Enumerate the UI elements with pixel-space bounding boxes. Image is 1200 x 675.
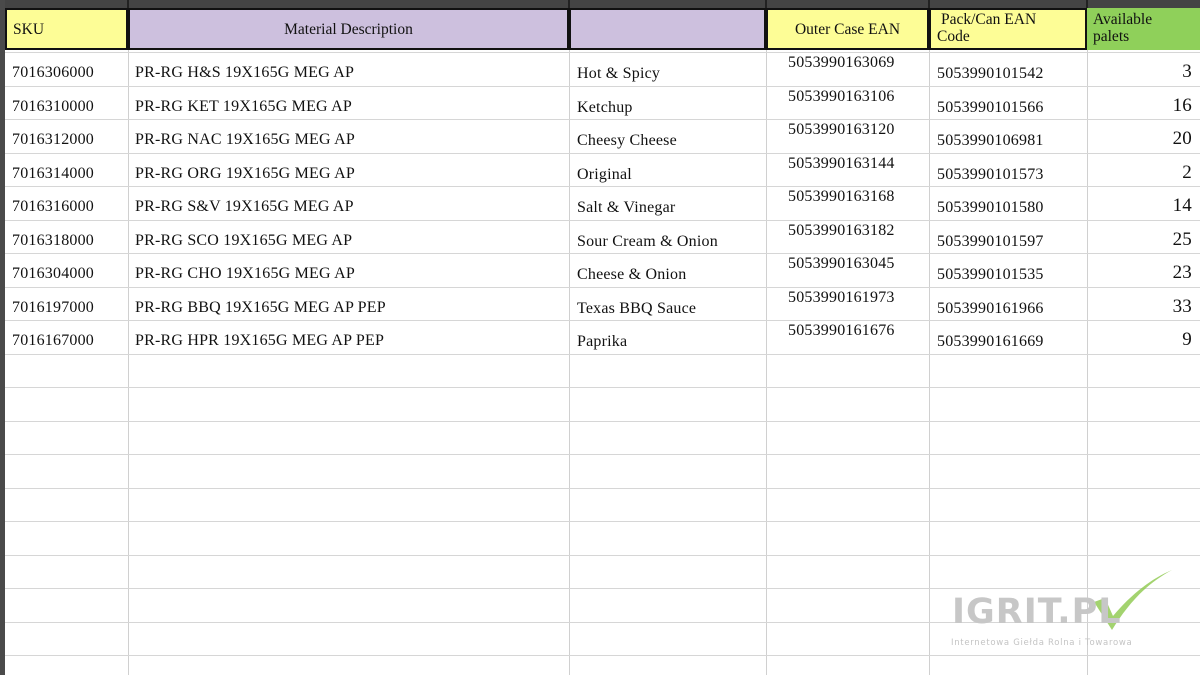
outer-case-ean-cell[interactable]: 5053990163182 — [788, 221, 895, 239]
pack-can-ean-cell[interactable]: 5053990101573 — [937, 165, 1044, 183]
watermark-name: IGRIT.PL — [952, 592, 1122, 632]
available-palets-cell[interactable]: 20 — [1172, 128, 1192, 149]
sku-cell[interactable]: 7016304000 — [12, 265, 94, 282]
pack-can-ean-cell[interactable]: 5053990161966 — [937, 299, 1044, 317]
available-palets-cell[interactable]: 23 — [1172, 262, 1192, 283]
grid-row-line — [5, 354, 1200, 355]
material-description-cell[interactable]: PR-RG NAC 19X165G MEG AP — [135, 131, 355, 148]
sku-cell[interactable]: 7016318000 — [12, 231, 94, 249]
sku-cell[interactable]: 7016314000 — [12, 164, 94, 182]
material-description-cell[interactable]: PR-RG S&V 19X165G MEG AP — [135, 198, 354, 215]
header-flavour[interactable] — [569, 8, 766, 50]
grid-row-line — [5, 454, 1200, 455]
outer-case-ean-cell[interactable]: 5053990163045 — [788, 255, 895, 272]
header-material-description[interactable] — [128, 8, 569, 50]
header-material-description-label: Material Description — [284, 20, 413, 38]
material-description-cell[interactable]: PR-RG SCO 19X165G MEG AP — [135, 231, 353, 249]
outer-case-ean-cell[interactable]: 5053990161676 — [788, 322, 895, 339]
table-row[interactable] — [0, 186, 1200, 219]
material-description-cell[interactable]: PR-RG HPR 19X165G MEG AP PEP — [135, 332, 385, 349]
table-row[interactable] — [0, 320, 1200, 353]
sku-cell[interactable]: 7016312000 — [12, 131, 94, 148]
header-pack-can-ean[interactable] — [929, 8, 1087, 50]
table-row[interactable] — [0, 119, 1200, 152]
material-description-cell[interactable]: PR-RG CHO 19X165G MEG AP — [135, 265, 355, 282]
available-palets-cell[interactable]: 33 — [1172, 295, 1192, 317]
outer-case-ean-cell[interactable]: 5053990163120 — [788, 121, 895, 138]
flavour-cell[interactable]: Texas BBQ Sauce — [577, 299, 697, 317]
flavour-cell[interactable]: Cheese & Onion — [577, 266, 687, 283]
material-description-cell[interactable]: PR-RG H&S 19X165G MEG AP — [135, 64, 355, 81]
material-description-cell[interactable]: PR-RG ORG 19X165G MEG AP — [135, 164, 355, 182]
available-palets-cell[interactable]: 16 — [1172, 94, 1192, 116]
flavour-cell[interactable]: Paprika — [577, 333, 628, 350]
pack-can-ean-cell[interactable]: 5053990101542 — [937, 65, 1044, 82]
header-outer-case-ean[interactable] — [766, 8, 929, 50]
grid-row-line — [5, 421, 1200, 422]
pack-can-ean-cell[interactable]: 5053990101580 — [937, 199, 1044, 216]
pack-can-ean-cell[interactable]: 5053990106981 — [937, 132, 1044, 149]
grid-row-line — [5, 521, 1200, 522]
sku-cell[interactable]: 7016306000 — [12, 64, 94, 81]
header-available-label-line1: Available — [1093, 11, 1153, 28]
table-row[interactable] — [0, 52, 1200, 85]
table-row[interactable] — [0, 153, 1200, 186]
flavour-cell[interactable]: Ketchup — [577, 98, 633, 116]
outer-case-ean-cell[interactable]: 5053990163106 — [788, 87, 895, 105]
header-outer-case-ean-label: Outer Case EAN — [794, 20, 901, 38]
available-palets-cell[interactable]: 25 — [1172, 228, 1192, 250]
available-palets-cell[interactable]: 9 — [1182, 329, 1192, 350]
table-row[interactable] — [0, 253, 1200, 286]
watermark-tagline: Internetowa Giełda Rolna i Towarowa — [951, 638, 1133, 648]
sku-cell[interactable]: 7016310000 — [12, 97, 94, 115]
outer-case-ean-cell[interactable]: 5053990163144 — [788, 154, 895, 172]
sku-cell[interactable]: 7016316000 — [12, 198, 94, 215]
table-row[interactable] — [0, 86, 1200, 119]
flavour-cell[interactable]: Cheesy Cheese — [577, 132, 677, 149]
flavour-cell[interactable]: Sour Cream & Onion — [577, 232, 718, 250]
available-palets-cell[interactable]: 2 — [1182, 161, 1192, 183]
flavour-cell[interactable]: Hot & Spicy — [577, 65, 661, 82]
flavour-cell[interactable]: Salt & Vinegar — [577, 199, 676, 216]
table-row[interactable] — [0, 287, 1200, 320]
available-palets-cell[interactable]: 3 — [1182, 61, 1192, 82]
pack-can-ean-cell[interactable]: 5053990161669 — [937, 333, 1044, 350]
sku-cell[interactable]: 7016167000 — [12, 332, 94, 349]
outer-case-ean-cell[interactable]: 5053990163069 — [788, 54, 895, 71]
header-available-palets[interactable] — [1087, 8, 1200, 50]
pack-can-ean-cell[interactable]: 5053990101535 — [937, 266, 1044, 283]
material-description-cell[interactable]: PR-RG KET 19X165G MEG AP — [135, 97, 352, 115]
flavour-cell[interactable]: Original — [577, 165, 632, 183]
header-pack-can-ean-label-line2: Code — [937, 28, 970, 45]
header-available-label-line2: palets — [1093, 28, 1130, 45]
table-row[interactable] — [0, 220, 1200, 253]
material-description-cell[interactable]: PR-RG BBQ 19X165G MEG AP PEP — [135, 298, 386, 316]
header-sku[interactable] — [5, 8, 128, 50]
outer-case-ean-cell[interactable]: 5053990163168 — [788, 188, 895, 205]
pack-can-ean-cell[interactable]: 5053990101597 — [937, 232, 1044, 250]
grid-row-line — [5, 555, 1200, 556]
pack-can-ean-cell[interactable]: 5053990101566 — [937, 98, 1044, 116]
header-pack-can-ean-label-line1: Pack/Can EAN — [941, 11, 1037, 28]
sku-cell[interactable]: 7016197000 — [12, 298, 94, 316]
igrit-watermark — [948, 568, 1178, 658]
grid-row-line — [5, 488, 1200, 489]
available-palets-cell[interactable]: 14 — [1172, 195, 1192, 216]
grid-row-line — [5, 387, 1200, 388]
sheet-top-edge — [0, 0, 1200, 8]
header-sku-label: SKU — [13, 20, 45, 38]
outer-case-ean-cell[interactable]: 5053990161973 — [788, 288, 895, 306]
